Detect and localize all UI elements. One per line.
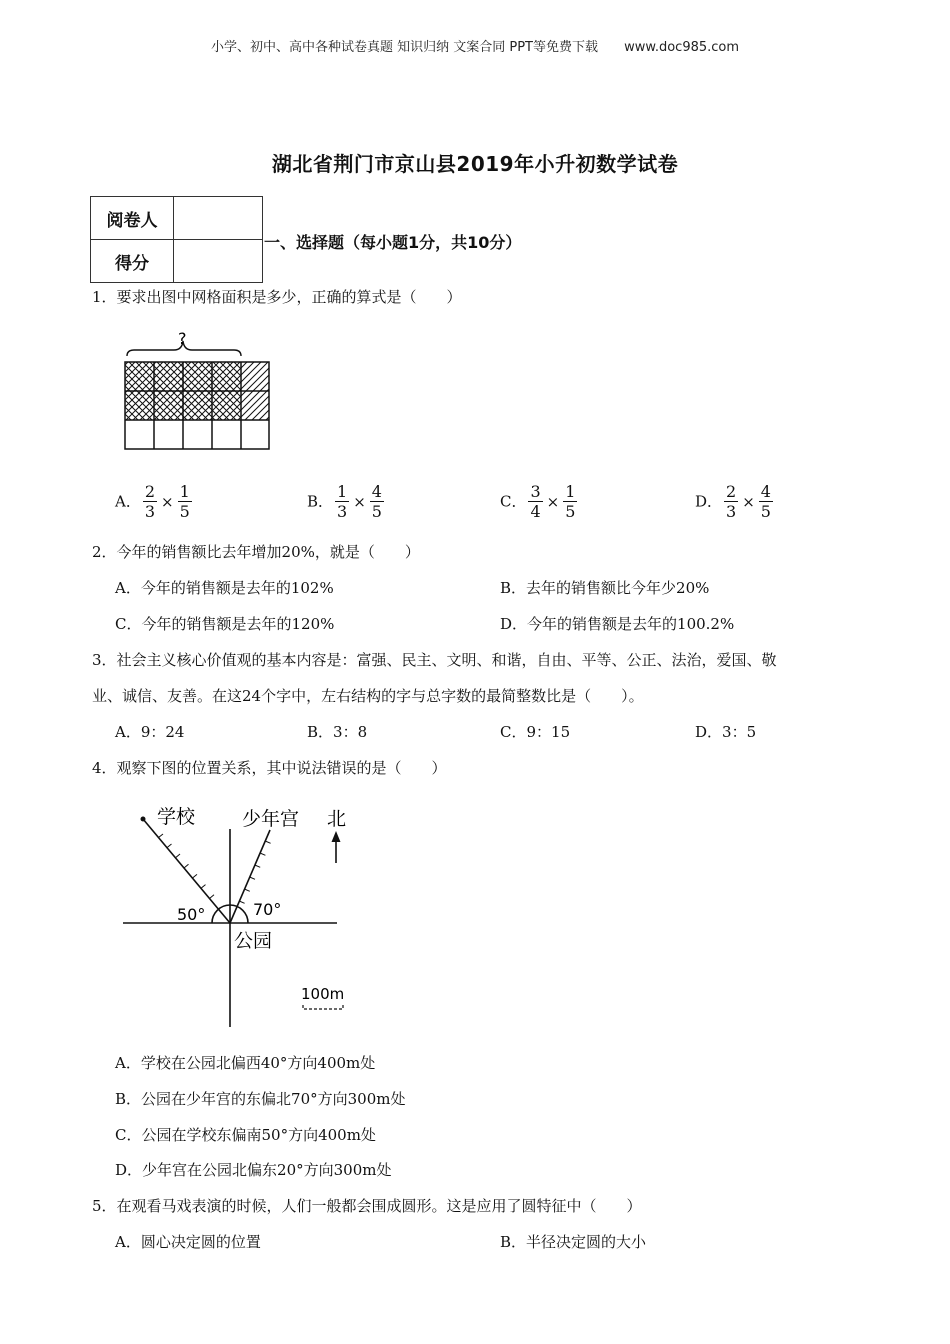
q2-option-d[interactable]: D．今年的销售额是去年的100.2%: [500, 615, 735, 633]
angle-left-label: 50°: [177, 905, 206, 924]
q1-option-c[interactable]: C． $\frac{3}{4}$ × $\frac{1}{5}$: [500, 482, 576, 521]
q3-stem-line1: 3．社会主义核心价值观的基本内容是：富强、民主、文明、和谐，自由、平等、公正、法治，爱国、敬: [92, 651, 777, 669]
q5-option-b[interactable]: B．半径决定圆的大小: [500, 1233, 647, 1251]
scale-bar: [303, 1005, 343, 1009]
fraction: $\frac{4}{5}$: [760, 482, 771, 521]
north-arrow-head: [332, 831, 341, 842]
angle-right-label: 70°: [253, 900, 282, 919]
q3-stem-line2: 业、诚信、友善。在这24个字中，左右结构的字与总字数的最简整数比是（ ）。: [92, 687, 644, 705]
header-text: 小学、初中、高中各种试卷真题 知识归纳 文案合同 PPT等免费下载: [210, 40, 598, 55]
q5-option-a[interactable]: A．圆心决定圆的位置: [115, 1233, 261, 1251]
q2-stem: 2．今年的销售额比去年增加20%，就是（ ）: [92, 543, 420, 561]
fraction: $\frac{3}{4}$: [530, 482, 541, 521]
q4-option-a[interactable]: A．学校在公园北偏西40°方向400m处: [115, 1054, 376, 1072]
q4-stem: 4．观察下图的位置关系，其中说法错误的是（ ）: [92, 759, 447, 777]
q3-option-a[interactable]: A．9：24: [115, 723, 185, 741]
q1-option-d[interactable]: D． $\frac{2}{3}$ × $\frac{4}{5}$: [695, 482, 771, 521]
q2-option-a[interactable]: A．今年的销售额是去年的102%: [115, 579, 334, 597]
q4-option-c[interactable]: C．公园在学校东偏南50°方向400m处: [115, 1126, 376, 1144]
palace-label: 少年宫: [242, 808, 300, 830]
header-site: www.doc985.com: [624, 40, 740, 55]
school-label: 学校: [157, 806, 196, 828]
score-table-score: 得分: [91, 240, 174, 283]
q1-brace-label: ?: [178, 330, 187, 348]
fraction: $\frac{4}{5}$: [371, 482, 382, 521]
q2-option-c[interactable]: C．今年的销售额是去年的120%: [115, 615, 335, 633]
school-point: [141, 817, 146, 822]
q5-stem: 5．在观看马戏表演的时候，人们一般都会围成圆形。这是应用了圆特征中（ ）: [92, 1197, 642, 1215]
q1-stem: 1．要求出图中网格面积是多少，正确的算式是（ ）: [92, 288, 462, 306]
q2-option-b[interactable]: B．去年的销售额比今年少20%: [500, 579, 710, 597]
fraction: $\frac{2}{3}$: [726, 482, 737, 521]
q1-option-b[interactable]: B． $\frac{1}{3}$ × $\frac{4}{5}$: [307, 482, 382, 521]
score-table-reviewer: 阅卷人: [91, 197, 174, 240]
q4-position-figure: [115, 795, 365, 1035]
q4-option-b[interactable]: B．公园在少年宫的东偏北70°方向300m处: [115, 1090, 406, 1108]
north-label: 北: [327, 808, 347, 830]
q3-option-c[interactable]: C．9：15: [500, 723, 571, 741]
q3-option-d[interactable]: D．3：5: [695, 723, 757, 741]
fraction: $\frac{1}{3}$: [337, 482, 348, 521]
q1-option-a[interactable]: A． $\frac{2}{3}$ × $\frac{1}{5}$: [115, 482, 190, 521]
park-label: 公园: [234, 930, 273, 952]
page-title: 湖北省荆门市京山县2019年小升初数学试卷: [271, 152, 679, 176]
fraction: $\frac{1}{5}$: [179, 482, 190, 521]
fraction: $\frac{2}{3}$: [144, 482, 156, 521]
q4-option-d[interactable]: D．少年宫在公园北偏东20°方向300m处: [115, 1161, 392, 1179]
fraction: $\frac{1}{5}$: [565, 482, 576, 521]
score-table: [90, 196, 263, 283]
q3-option-b[interactable]: B．3：8: [307, 723, 368, 741]
page-header: [0, 36, 950, 55]
q1-grid-figure: [118, 330, 278, 455]
score-table-score-cell[interactable]: [174, 240, 263, 283]
section-title: 一、选择题（每小题1分，共10分）: [264, 233, 522, 252]
score-table-reviewer-cell[interactable]: [174, 197, 263, 240]
scale-label: 100m: [301, 985, 345, 1003]
